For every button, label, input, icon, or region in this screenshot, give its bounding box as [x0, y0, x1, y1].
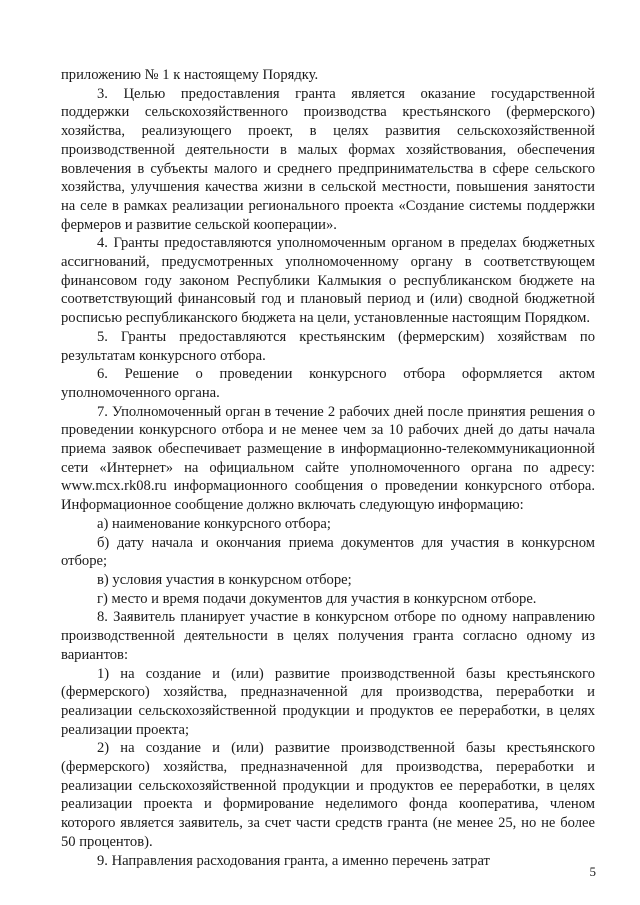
document-body — [61, 66, 595, 870]
paragraph-3: 4. Гранты предоставляются уполномоченным органом в пределах бюджетных ассигнований, предусмотренных уполномоченному органу в соответствующем финансовом году законом Республики Калмыкия о республиканском бюджете на соответствующий финансовый год и плановый период и (или) сводной бюджетной росписью республиканского бюджета на цели, установленные настоящим Порядком. — [61, 235, 595, 327]
list-item-a: а) наименование конкурсного отбора; — [97, 515, 331, 532]
paragraph-8: 8. Заявитель планирует участие в конкурсном отборе по одному направлению производственной деятельности в целях получения гранта согласно одному из вариантов: — [61, 609, 595, 663]
list-item-b: б) дату начала и окончания приема документов для участия в конкурсном отборе; — [61, 534, 595, 570]
paragraph-2: 3. Целью предоставления гранта является оказание государственной поддержки сельскохозяйственного производства крестьянского (фермерского) хозяйства, реализующего проект, в целях развития сельскохозяйственной производственной деятельности в малых формах хозяйствования, обеспечения вовлечения в субъекты малого и среднего предпринимательства в сфере сельского хозяйства, улучшения качества жизни в сельской местности, повышения занятости на селе в рамках реализации регионального проекта «Создание системы поддержки фермеров и развитие сельской кооперации». — [61, 85, 595, 233]
paragraph-4: 5. Гранты предоставляются крестьянским (фермерским) хозяйствам по результатам конкурсного отбора. — [61, 328, 595, 364]
paragraph-9: 9. Направления расходования гранта, а именно перечень затрат — [97, 852, 490, 869]
page-number: 5 — [589, 864, 596, 879]
paragraph-6: 7. Уполномоченный орган в течение 2 рабочих дней после принятия решения о проведении конкурсного отбора и не менее чем за 10 рабочих дней до даты начала приема заявок обеспечивает размещение в информационно-телекоммуникационной сети «Интернет» на официальном сайте уполномоченного органа по адресу: www.mcx.rk08.ru информационного сообщения о проведении конкурсного отбора. Информационное сообщение должно включать следующую информацию: — [61, 403, 595, 514]
paragraph-5: 6. Решение о проведении конкурсного отбора оформляется актом уполномоченного органа. — [61, 366, 595, 401]
list-item-v: в) условия участия в конкурсном отборе; — [97, 571, 352, 588]
variant-1: 1) на создание и (или) развитие производственной базы крестьянского (фермерского) хозяйства, предназначенной для производства, переработки и реализации сельскохозяйственной продукции и продуктов ее переработки, в целях реализации проекта; — [61, 665, 595, 738]
list-item-g: г) место и время подачи документов для участия в конкурсном отборе. — [97, 590, 537, 607]
paragraph-1: приложению № 1 к настоящему Порядку. — [61, 67, 319, 83]
variant-2: 2) на создание и (или) развитие производственной базы крестьянского (фермерского) хозяйства, предназначенной для производства, переработки и реализации сельскохозяйственной продукции и продуктов ее переработки, в целях реализации проекта и формирование неделимого фонда кооператива, членом которого является заявитель, за счет части средств гранта (не менее 25, но не более 50 процентов). — [61, 740, 595, 850]
